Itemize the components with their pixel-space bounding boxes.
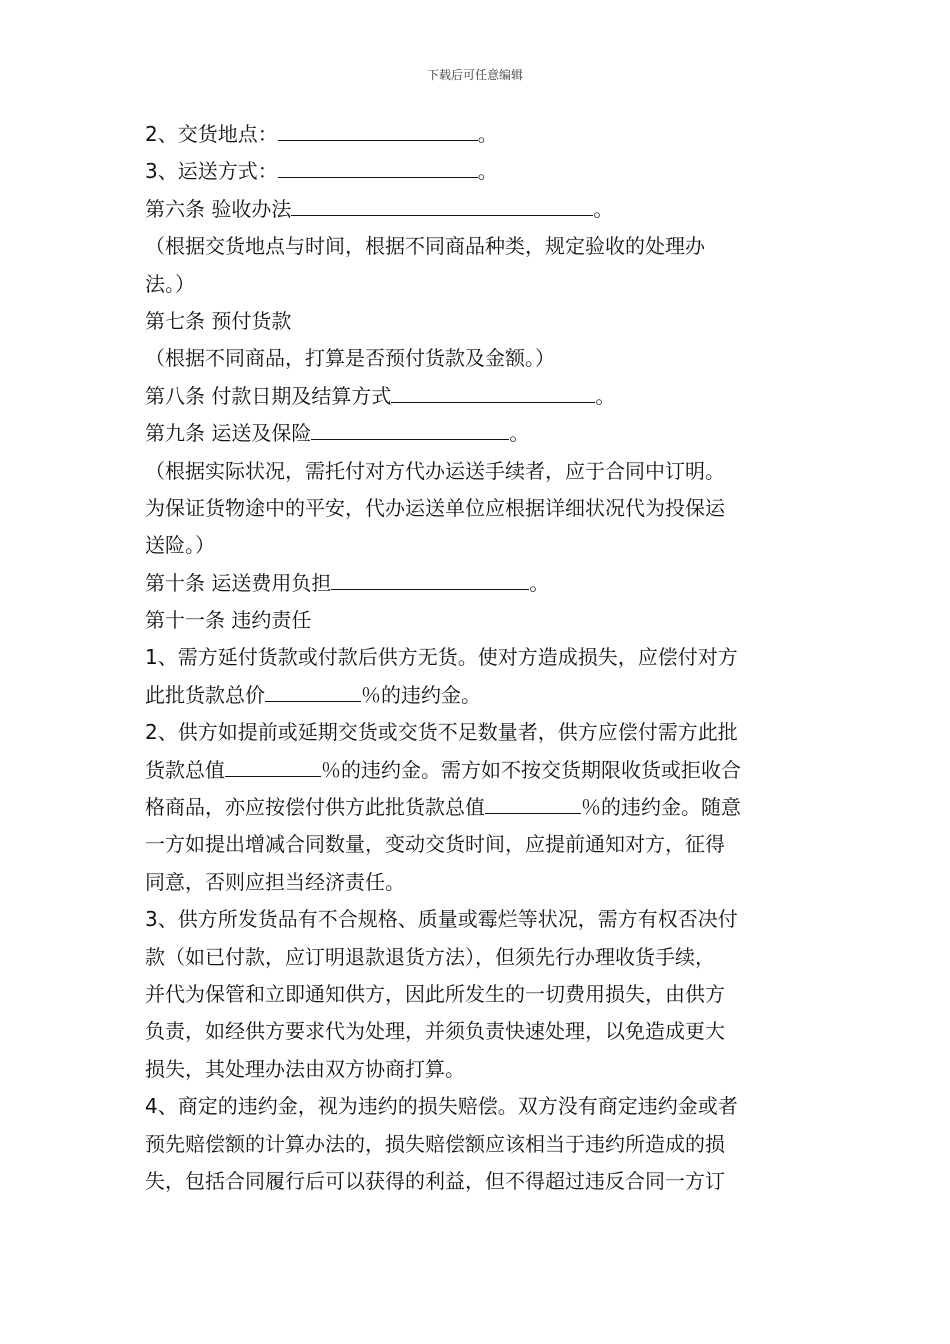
delivery-location-blank[interactable] [278, 121, 478, 141]
paragraph-line: 3、供方所发货品有不合规格、质量或霉烂等状况，需方有权否决付 [145, 907, 738, 932]
document-body [145, 116, 811, 1200]
inspection-method-blank[interactable] [291, 196, 593, 216]
shipping-cost-blank[interactable] [331, 570, 529, 590]
paragraph-line: 2、供方如提前或延期交货或交货不足数量者，供方应偿付需方此批 [145, 720, 738, 745]
paragraph-line: 同意，否则应担当经济责任。 [145, 869, 405, 894]
penalty-line-2: 货款总值 ％的违约金。需方如不按交货期限收货或拒收合 [145, 757, 741, 782]
paragraph-line: 失，包括合同履行后可以获得的利益，但不得超过违反合同一方订 [145, 1168, 725, 1193]
paragraph-line: 款（如已付款，应订明退款退货方法），但须先行办理收货手续， [145, 944, 715, 969]
article-7-heading: 第七条 预付货款 [145, 308, 292, 333]
article-9-line: 第九条 运送及保险 。 [145, 421, 530, 446]
paragraph-line: 并代为保管和立即通知供方，因此所发生的一切费用损失，由供方 [145, 981, 725, 1006]
paragraph-line: 送险。） [145, 533, 215, 558]
paragraph-line: 为保证货物途中的平安，代办运送单位应根据详细状况代为投保运 [145, 495, 725, 520]
delivery-location-line: 2、交货地点： 。 [145, 122, 498, 146]
penalty-line-3: 格商品，亦应按偿付供方此批货款总值 ％的违约金。随意 [145, 795, 741, 820]
penalty-percent-blank-3[interactable] [485, 794, 581, 814]
article-8-line: 第八条 付款日期及结算方式 。 [145, 383, 616, 408]
paragraph-line: 一方如提出增减合同数量，变动交货时间，应提前通知对方，征得 [145, 832, 725, 857]
article-6-line: 第六条 验收办法 。 [145, 196, 614, 221]
shipping-method-line: 3、运送方式： 。 [145, 159, 498, 184]
shipping-insurance-blank[interactable] [311, 420, 509, 440]
shipping-method-blank[interactable] [278, 158, 478, 178]
header-note: 下载后可任意编辑 [426, 68, 523, 82]
article-10-line: 第十条 运送费用负担 。 [145, 570, 550, 595]
penalty-percent-blank-1[interactable] [265, 682, 361, 702]
paragraph-line: （根据实际状况，需托付对方代办运送手续者，应于合同中订明。 [145, 458, 725, 483]
payment-date-blank[interactable] [391, 383, 595, 403]
paragraph-line: 预先赔偿额的计算办法的，损失赔偿额应该相当于违约所造成的损 [145, 1131, 725, 1156]
paragraph-line: （根据交货地点与时间，根据不同商品种类，规定验收的处理办 [145, 234, 705, 259]
paragraph-line: 法。） [145, 271, 195, 296]
penalty-percent-blank-2[interactable] [225, 757, 321, 777]
penalty-line-1: 此批货款总价 ％的违约金。 [145, 682, 481, 707]
article-11-heading: 第十一条 违约责任 [145, 608, 312, 633]
paragraph-line: （根据不同商品，打算是否预付货款及金额。） [145, 346, 555, 371]
paragraph-line: 损失，其处理办法由双方协商打算。 [145, 1056, 465, 1081]
paragraph-line: 负责，如经供方要求代为处理，并须负责快速处理，以免造成更大 [145, 1019, 725, 1044]
paragraph-line: 1、需方延付货款或付款后供方无货。使对方造成损失，应偿付对方 [145, 645, 738, 670]
paragraph-line: 4、商定的违约金，视为违约的损失赔偿。双方没有商定违约金或者 [145, 1094, 738, 1119]
